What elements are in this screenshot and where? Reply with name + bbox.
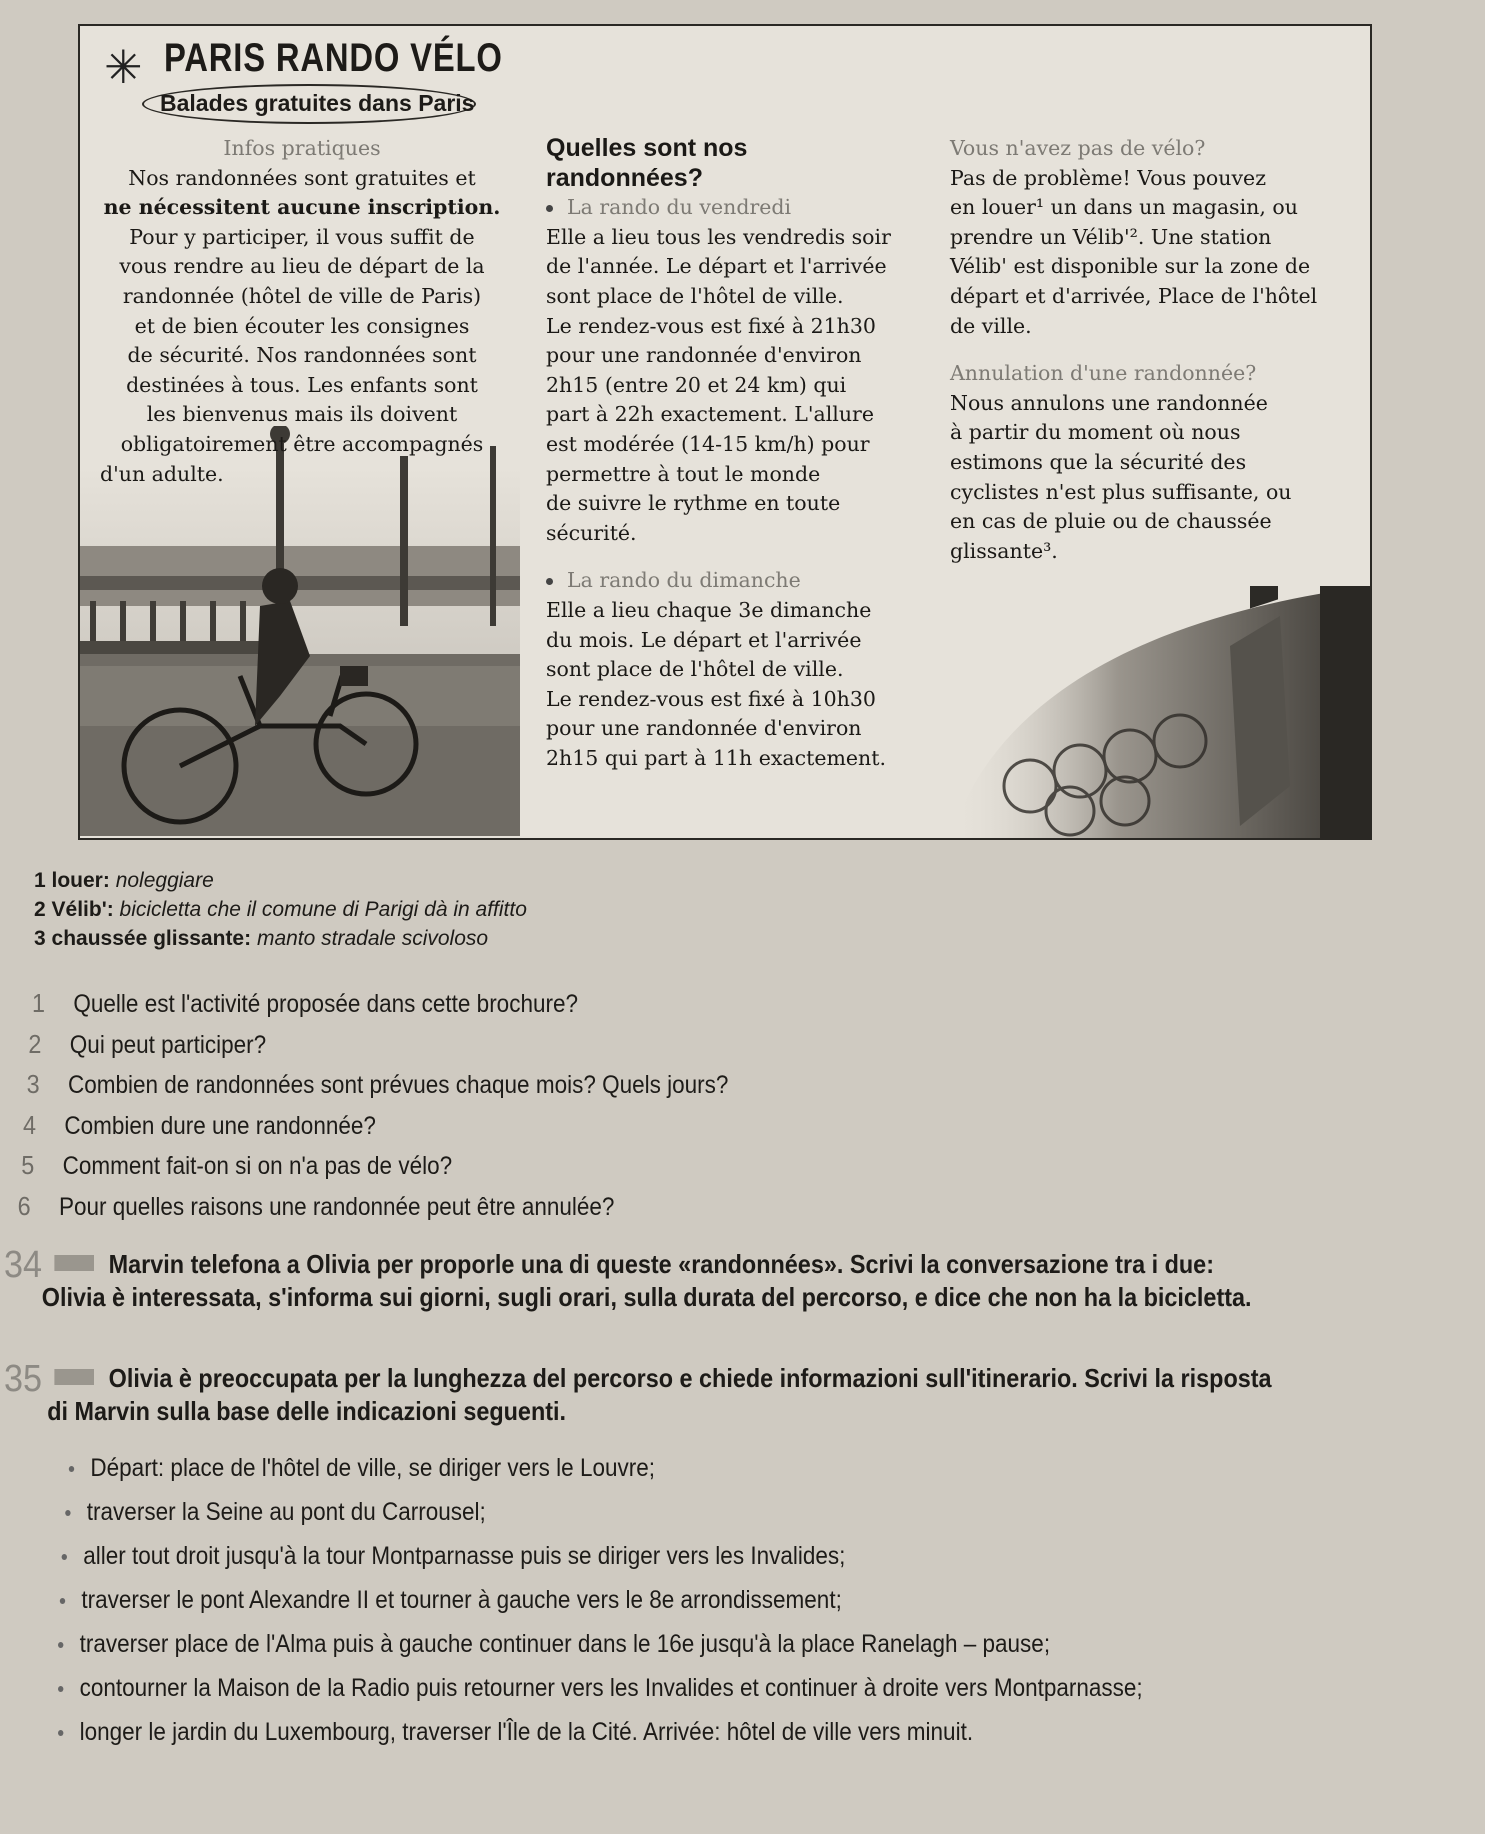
vendredi-line: pour une randonnée d'environ	[546, 343, 862, 368]
annulation-line: Nous annulons une randonnée	[950, 390, 1268, 415]
questions-list	[14, 988, 1474, 1231]
question-item: 2 Qui peut participer?	[28, 1028, 267, 1059]
velo-line: de ville.	[950, 313, 1032, 338]
exercise-34: 34 Marvin telefona a Olivia per proporle una di queste «randonnées». Scrivi la conversazione tra i due: Olivia è interessata, s'informa sui giorni, sugli orari, sulla durata del percorso, e dice che non ha la bicicletta.	[4, 1244, 1252, 1312]
difficulty-badge-icon	[55, 1369, 95, 1385]
vendredi-line: sont place de l'hôtel de ville.	[546, 283, 844, 308]
annulation-line: estimons que la sécurité des	[950, 449, 1247, 474]
infos-line: de sécurité. Nos randonnées sont	[127, 343, 477, 368]
randonnees-heading: Quelles sont nos randonnées?	[546, 134, 748, 192]
vendredi-heading: La rando du vendredi	[567, 195, 792, 220]
annulation-line: à partir du moment où nous	[950, 420, 1241, 445]
annulation-line: cyclistes n'est plus suffisante, ou	[950, 479, 1292, 504]
infos-line: obligatoirement être accompagnés	[120, 431, 484, 456]
vendredi-line: 2h15 (entre 20 et 24 km) qui	[546, 372, 847, 397]
annulation-line: glissante³.	[950, 538, 1058, 563]
route-item: traverser le pont Alexandre II et tourner à gauche vers le 8e arrondissement;	[58, 1586, 1318, 1630]
infos-line: et de bien écouter les consignes	[134, 313, 470, 338]
dimanche-line: Le rendez-vous est fixé à 10h30	[546, 686, 876, 711]
infos-line: ne nécessitent aucune inscription.	[103, 195, 501, 220]
bullet-icon	[58, 1730, 63, 1736]
bullet-icon	[58, 1686, 63, 1692]
footnote: 2 Vélib': bicicletta che il comune di Parigi dà in affitto	[34, 898, 527, 921]
infos-line: destinées à tous. Les enfants sont	[126, 372, 478, 397]
question-item: 1 Quelle est l'activité proposée dans cette brochure?	[32, 988, 579, 1018]
annulation-block	[950, 359, 1362, 566]
velo-line: prendre un Vélib'². Une station	[950, 224, 1272, 249]
dimanche-line: 2h15 qui part à 11h exactement.	[546, 745, 886, 770]
dimanche-line: sont place de l'hôtel de ville.	[546, 657, 844, 682]
velo-heading: Vous n'avez pas de vélo?	[950, 136, 1206, 160]
bullet-icon	[546, 205, 553, 212]
exercise-35: 35 Olivia è preoccupata per la lunghezza del percorso e chiede informazioni sull'itinerario. Scrivi la risposta di Marvin sulla base delle indicazioni seguenti.	[4, 1358, 1272, 1426]
dimanche-line: pour une randonnée d'environ	[546, 716, 862, 741]
bullet-icon	[546, 578, 553, 585]
footnote: 1 louer: noleggiare	[34, 869, 214, 892]
route-item: traverser la Seine au pont du Carrousel;	[58, 1498, 1318, 1542]
infos-line: d'un adulte.	[100, 461, 224, 486]
dimanche-line: du mois. Le départ et l'arrivée	[546, 627, 862, 652]
tagline-oval	[142, 84, 476, 124]
infos-line: randonnée (hôtel de ville de Paris)	[122, 283, 482, 308]
infos-column	[92, 134, 512, 489]
footnotes	[34, 866, 527, 953]
bullet-icon	[60, 1598, 65, 1604]
question-item: 5 Comment fait-on si on n'a pas de vélo?	[21, 1150, 453, 1180]
annulation-line: en cas de pluie ou de chaussée	[950, 509, 1272, 534]
infos-heading: Infos pratiques	[223, 136, 381, 160]
velo-line: Pas de problème! Vous pouvez	[950, 165, 1266, 190]
velo-block	[950, 134, 1362, 341]
randonnees-column	[546, 134, 906, 791]
vendredi-line: sécurité.	[546, 520, 637, 545]
infos-line: Nos randonnées sont gratuites et	[128, 165, 476, 190]
question-item: 3 Combien de randonnées sont prévues chaque mois? Quels jours?	[26, 1069, 729, 1099]
question-item: 6 Pour quelles raisons une randonnée peut être annulée?	[17, 1190, 615, 1221]
annulation-heading: Annulation d'une randonnée?	[950, 361, 1257, 386]
vendredi-block	[546, 193, 906, 548]
velo-line: en louer¹ un dans un magasin, ou	[950, 195, 1298, 220]
exercise-number: 34	[4, 1244, 43, 1286]
tagline-text: Balades gratuites dans Paris	[160, 90, 475, 116]
bullet-icon	[69, 1466, 74, 1472]
velo-line: Vélib' est disponible sur la zone de	[950, 254, 1311, 279]
velib-station-photo	[950, 586, 1370, 838]
bullet-icon	[65, 1510, 70, 1516]
route-item: Départ: place de l'hôtel de ville, se diriger vers le Louvre;	[58, 1454, 1318, 1498]
route-item: longer le jardin du Luxembourg, traverser l'Île de la Cité. Arrivée: hôtel de ville vers minuit.	[58, 1718, 1318, 1762]
dimanche-heading: La rando du dimanche	[567, 568, 801, 593]
route-item: aller tout droit jusqu'à la tour Montparnasse puis se diriger vers les Invalides;	[58, 1542, 1318, 1586]
route-item: contourner la Maison de la Radio puis retourner vers les Invalides et continuer à droite vers Montparnasse;	[58, 1674, 1318, 1718]
vendredi-line: Le rendez-vous est fixé à 21h30	[546, 313, 876, 338]
question-item: 4 Combien dure une randonnée?	[23, 1109, 376, 1140]
brand-title: PARIS RANDO VÉLO	[164, 36, 503, 80]
bullet-icon	[58, 1642, 63, 1648]
vendredi-line: de suivre le rythme en toute	[546, 491, 841, 516]
vendredi-line: permettre à tout le monde	[546, 461, 821, 486]
difficulty-badge-icon	[55, 1255, 95, 1271]
side-column	[950, 134, 1362, 584]
star-icon: ✳	[104, 40, 143, 94]
infos-line: les bienvenus mais ils doivent	[146, 402, 458, 427]
dimanche-block	[546, 566, 906, 773]
infos-line: Pour y participer, il vous suffit de	[129, 224, 475, 249]
vendredi-line: est modérée (14-15 km/h) pour	[546, 431, 870, 456]
velo-line: départ et d'arrivée, Place de l'hôtel	[950, 283, 1318, 308]
footnote: 3 chaussée glissante: manto stradale scivoloso	[34, 927, 489, 950]
bullet-icon	[62, 1554, 67, 1560]
brochure	[78, 24, 1372, 840]
route-item: traverser place de l'Alma puis à gauche continuer dans le 16e jusqu'à la place Ranelagh – pause;	[58, 1630, 1318, 1674]
exercise-number: 35	[4, 1358, 43, 1400]
vendredi-line: de l'année. Le départ et l'arrivée	[546, 254, 887, 279]
vendredi-line: part à 22h exactement. L'allure	[546, 402, 874, 427]
infos-line: vous rendre au lieu de départ de la	[119, 254, 485, 279]
dimanche-line: Elle a lieu chaque 3e dimanche	[546, 597, 872, 622]
route-list	[58, 1454, 1458, 1762]
vendredi-line: Elle a lieu tous les vendredis soir	[546, 224, 891, 249]
